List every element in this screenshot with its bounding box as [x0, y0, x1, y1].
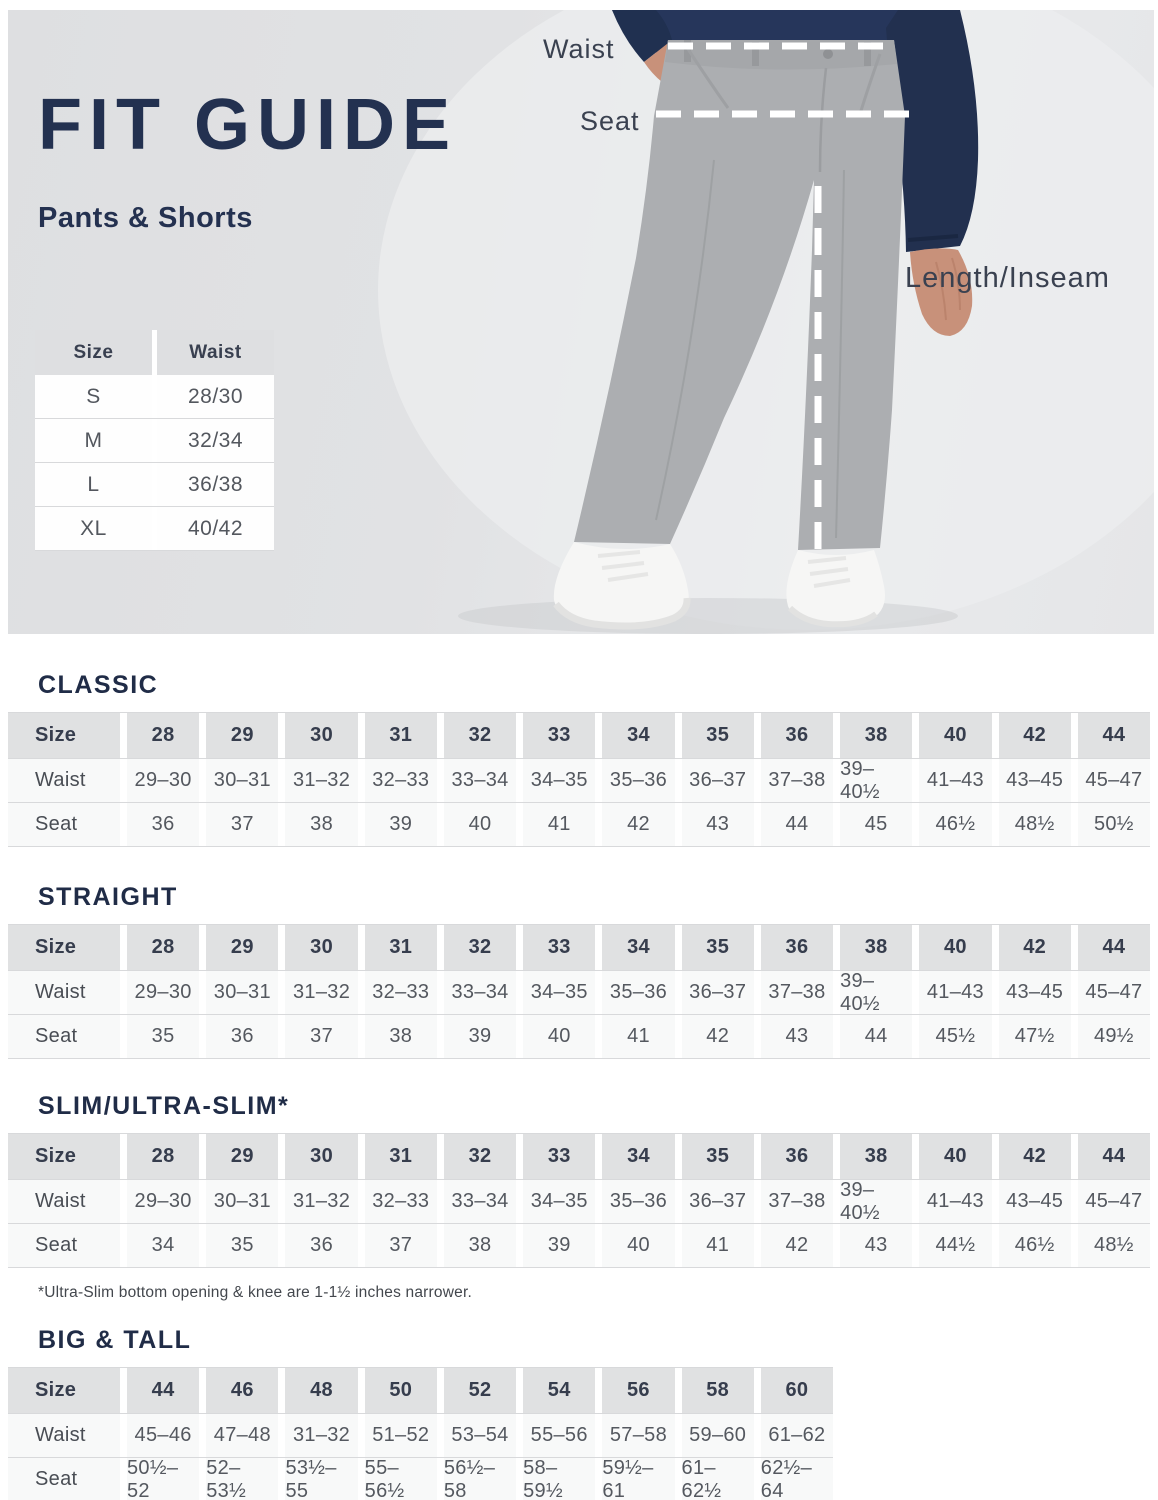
waist-value-cell: 36–37 — [682, 759, 754, 802]
size-header-cell: 36 — [761, 713, 833, 758]
waist-value-cell: 45–47 — [1078, 759, 1150, 802]
size-header-cell: 33 — [523, 1134, 595, 1179]
size-header-cell: 44 — [1078, 925, 1150, 970]
table-row — [35, 462, 274, 506]
seat-value-cell: 48½ — [999, 803, 1071, 846]
size-header-cell: 34 — [602, 713, 674, 758]
mini-waist-cell: 28/30 — [157, 375, 274, 418]
waist-value-cell: 43–45 — [999, 759, 1071, 802]
size-header-cell: 30 — [285, 925, 357, 970]
table-row — [8, 970, 1150, 1014]
mini-size-cell: S — [35, 375, 152, 418]
fit-section-slim — [8, 1092, 1150, 1302]
seat-value-cell: 43 — [761, 1015, 833, 1058]
seat-value-cell: 37 — [365, 1224, 437, 1267]
seat-value-cell: 36 — [206, 1015, 278, 1058]
mini-size-cell: XL — [35, 507, 152, 550]
seat-value-cell: 40 — [444, 803, 516, 846]
size-header-cell: 30 — [285, 713, 357, 758]
waist-value-cell: 30–31 — [206, 971, 278, 1014]
size-header-cell: 40 — [919, 1134, 991, 1179]
size-header-cell: 38 — [840, 1134, 912, 1179]
size-header-cell: 50 — [365, 1368, 437, 1413]
row-label-seat: Seat — [8, 1015, 120, 1058]
table-row — [8, 1223, 1150, 1267]
seat-value-cell: 37 — [285, 1015, 357, 1058]
table-row — [35, 506, 274, 550]
size-tables — [0, 671, 1158, 1500]
waist-value-cell: 45–47 — [1078, 971, 1150, 1014]
size-header-cell: 60 — [761, 1368, 833, 1413]
seat-value-cell: 58–59½ — [523, 1458, 595, 1500]
seat-value-cell: 44 — [840, 1015, 912, 1058]
waist-value-cell: 31–32 — [285, 1180, 357, 1223]
row-label-seat: Seat — [8, 803, 120, 846]
row-label-waist: Waist — [8, 971, 120, 1014]
size-header-cell: 28 — [127, 713, 199, 758]
row-label-seat: Seat — [8, 1458, 120, 1500]
seat-value-cell: 37 — [206, 803, 278, 846]
size-header-cell: 58 — [682, 1368, 754, 1413]
seat-value-cell: 55–56½ — [365, 1458, 437, 1500]
table-row — [8, 1367, 833, 1413]
fit-guide-title: FIT GUIDE — [38, 85, 457, 165]
seat-value-cell: 36 — [285, 1224, 357, 1267]
seat-value-cell: 52–53½ — [206, 1458, 278, 1500]
size-header-cell: 28 — [127, 925, 199, 970]
waist-value-cell: 29–30 — [127, 759, 199, 802]
waist-value-cell: 34–35 — [523, 1180, 595, 1223]
size-header-cell: 35 — [682, 1134, 754, 1179]
waist-value-cell: 53–54 — [444, 1414, 516, 1457]
waist-value-cell: 35–36 — [602, 759, 674, 802]
size-header-cell: 35 — [682, 925, 754, 970]
seat-value-cell: 41 — [523, 803, 595, 846]
seat-value-cell: 35 — [206, 1224, 278, 1267]
waist-value-cell: 29–30 — [127, 1180, 199, 1223]
size-header-cell: Size — [8, 1368, 120, 1413]
waist-value-cell: 32–33 — [365, 759, 437, 802]
waist-value-cell: 57–58 — [602, 1414, 674, 1457]
seat-value-cell: 38 — [365, 1015, 437, 1058]
size-header-cell: 34 — [602, 925, 674, 970]
waist-value-cell: 33–34 — [444, 759, 516, 802]
size-header-cell: Size — [8, 925, 120, 970]
table-row — [8, 1014, 1150, 1058]
waist-value-cell: 36–37 — [682, 1180, 754, 1223]
size-header-cell: 33 — [523, 925, 595, 970]
fit-section-big-tall — [8, 1326, 1150, 1500]
table-row — [35, 418, 274, 462]
length-inseam-annotation-label: Length/Inseam — [905, 262, 1110, 294]
mini-waist-cell: 32/34 — [157, 419, 274, 462]
table-row — [8, 758, 1150, 802]
section-title-classic: CLASSIC — [38, 671, 159, 699]
waist-value-cell: 29–30 — [127, 971, 199, 1014]
seat-value-cell: 47½ — [999, 1015, 1071, 1058]
waist-value-cell: 43–45 — [999, 1180, 1071, 1223]
table-row — [35, 330, 274, 375]
size-header-cell: 42 — [999, 925, 1071, 970]
mini-size-cell: L — [35, 463, 152, 506]
size-header-cell: 36 — [761, 925, 833, 970]
size-header-cell: 42 — [999, 1134, 1071, 1179]
section-title-straight: STRAIGHT — [38, 883, 178, 911]
waist-value-cell: 41–43 — [919, 759, 991, 802]
seat-value-cell: 41 — [682, 1224, 754, 1267]
seat-value-cell: 36 — [127, 803, 199, 846]
waist-value-cell: 31–32 — [285, 971, 357, 1014]
waist-value-cell: 31–32 — [285, 759, 357, 802]
waist-value-cell: 35–36 — [602, 971, 674, 1014]
mini-waist-cell: 36/38 — [157, 463, 274, 506]
waist-value-cell: 59–60 — [682, 1414, 754, 1457]
seat-value-cell: 43 — [840, 1224, 912, 1267]
row-label-seat: Seat — [8, 1224, 120, 1267]
slim-table — [8, 1133, 1150, 1268]
seat-value-cell: 39 — [444, 1015, 516, 1058]
row-label-waist: Waist — [8, 1414, 120, 1457]
waist-value-cell: 32–33 — [365, 1180, 437, 1223]
seat-value-cell: 59½–61 — [602, 1458, 674, 1500]
table-row — [8, 1179, 1150, 1223]
size-header-cell: 30 — [285, 1134, 357, 1179]
seat-value-cell: 53½–55 — [285, 1458, 357, 1500]
mini-size-table — [35, 330, 274, 551]
table-row — [8, 1457, 833, 1500]
straight-table — [8, 924, 1150, 1059]
seat-value-cell: 46½ — [999, 1224, 1071, 1267]
mini-waist-cell: 40/42 — [157, 507, 274, 550]
big-tall-table — [8, 1367, 1150, 1500]
size-header-cell: 35 — [682, 713, 754, 758]
waist-value-cell: 34–35 — [523, 759, 595, 802]
seat-value-cell: 46½ — [919, 803, 991, 846]
waist-annotation-label: Waist — [543, 34, 615, 64]
seat-value-cell: 44½ — [919, 1224, 991, 1267]
seat-value-cell: 49½ — [1078, 1015, 1150, 1058]
size-header-cell: 44 — [1078, 713, 1150, 758]
size-header-cell: Size — [8, 713, 120, 758]
size-header-cell: 44 — [1078, 1134, 1150, 1179]
row-label-waist: Waist — [8, 759, 120, 802]
size-header-cell: 38 — [840, 925, 912, 970]
section-title-slim: SLIM/ULTRA-SLIM* — [38, 1092, 290, 1120]
size-header-cell: 38 — [840, 713, 912, 758]
seat-value-cell: 35 — [127, 1015, 199, 1058]
fit-guide-subtitle: Pants & Shorts — [38, 202, 253, 234]
size-header-cell: 44 — [127, 1368, 199, 1413]
size-header-cell: 40 — [919, 925, 991, 970]
row-label-waist: Waist — [8, 1180, 120, 1223]
size-header-cell: 42 — [999, 713, 1071, 758]
ultra-slim-footnote: *Ultra-Slim bottom opening & knee are 1-1½ inches narrower. — [38, 1284, 472, 1301]
mini-header-cell: Waist — [157, 330, 274, 375]
seat-value-cell: 62½–64 — [761, 1458, 833, 1500]
seat-value-cell: 43 — [682, 803, 754, 846]
size-header-cell: 31 — [365, 713, 437, 758]
classic-table — [8, 712, 1150, 847]
waist-value-cell: 31–32 — [285, 1414, 357, 1457]
waist-value-cell: 36–37 — [682, 971, 754, 1014]
seat-value-cell: 45½ — [919, 1015, 991, 1058]
size-header-cell: 54 — [523, 1368, 595, 1413]
waist-value-cell: 39–40½ — [840, 1180, 912, 1223]
table-row — [8, 1413, 833, 1457]
seat-value-cell: 42 — [602, 803, 674, 846]
waist-value-cell: 35–36 — [602, 1180, 674, 1223]
size-header-cell: Size — [8, 1134, 120, 1179]
seat-value-cell: 42 — [682, 1015, 754, 1058]
waist-value-cell: 39–40½ — [840, 971, 912, 1014]
size-header-cell: 40 — [919, 713, 991, 758]
seat-value-cell: 45 — [840, 803, 912, 846]
waist-value-cell: 41–43 — [919, 971, 991, 1014]
seat-value-cell: 41 — [602, 1015, 674, 1058]
seat-value-cell: 50½–52 — [127, 1458, 199, 1500]
table-row — [8, 802, 1150, 846]
waist-value-cell: 32–33 — [365, 971, 437, 1014]
size-header-cell: 34 — [602, 1134, 674, 1179]
table-row — [35, 375, 274, 418]
size-header-cell: 33 — [523, 713, 595, 758]
fit-section-straight — [8, 883, 1150, 1059]
waist-value-cell: 43–45 — [999, 971, 1071, 1014]
waist-value-cell: 30–31 — [206, 1180, 278, 1223]
table-row — [8, 712, 1150, 758]
seat-value-cell: 56½–58 — [444, 1458, 516, 1500]
waist-value-cell: 33–34 — [444, 1180, 516, 1223]
mini-size-cell: M — [35, 419, 152, 462]
seat-value-cell: 40 — [523, 1015, 595, 1058]
seat-value-cell: 40 — [602, 1224, 674, 1267]
size-header-cell: 32 — [444, 1134, 516, 1179]
size-header-cell: 29 — [206, 713, 278, 758]
waist-value-cell: 61–62 — [761, 1414, 833, 1457]
waist-value-cell: 41–43 — [919, 1180, 991, 1223]
fit-section-classic — [8, 671, 1150, 847]
size-header-cell: 52 — [444, 1368, 516, 1413]
table-row — [8, 924, 1150, 970]
seat-value-cell: 34 — [127, 1224, 199, 1267]
waist-value-cell: 39–40½ — [840, 759, 912, 802]
waist-value-cell: 37–38 — [761, 1180, 833, 1223]
waist-value-cell: 55–56 — [523, 1414, 595, 1457]
seat-value-cell: 42 — [761, 1224, 833, 1267]
waist-value-cell: 34–35 — [523, 971, 595, 1014]
seat-value-cell: 50½ — [1078, 803, 1150, 846]
section-title-big-tall: BIG & TALL — [38, 1326, 192, 1354]
size-header-cell: 31 — [365, 1134, 437, 1179]
size-header-cell: 32 — [444, 925, 516, 970]
size-header-cell: 29 — [206, 925, 278, 970]
seat-value-cell: 38 — [285, 803, 357, 846]
size-header-cell: 56 — [602, 1368, 674, 1413]
mini-header-cell: Size — [35, 330, 152, 375]
size-header-cell: 29 — [206, 1134, 278, 1179]
seat-value-cell: 39 — [523, 1224, 595, 1267]
seat-value-cell: 61–62½ — [682, 1458, 754, 1500]
seat-value-cell: 44 — [761, 803, 833, 846]
size-header-cell: 48 — [285, 1368, 357, 1413]
size-header-cell: 36 — [761, 1134, 833, 1179]
waist-value-cell: 37–38 — [761, 759, 833, 802]
seat-value-cell: 39 — [365, 803, 437, 846]
size-header-cell: 46 — [206, 1368, 278, 1413]
size-header-cell: 32 — [444, 713, 516, 758]
size-header-cell: 28 — [127, 1134, 199, 1179]
waist-value-cell: 37–38 — [761, 971, 833, 1014]
size-header-cell: 31 — [365, 925, 437, 970]
table-row — [8, 1133, 1150, 1179]
waist-value-cell: 30–31 — [206, 759, 278, 802]
waist-value-cell: 33–34 — [444, 971, 516, 1014]
seat-value-cell: 38 — [444, 1224, 516, 1267]
waist-value-cell: 51–52 — [365, 1414, 437, 1457]
waist-value-cell: 45–47 — [1078, 1180, 1150, 1223]
seat-value-cell: 48½ — [1078, 1224, 1150, 1267]
hero-panel — [8, 10, 1154, 634]
seat-annotation-label: Seat — [580, 106, 640, 136]
waist-value-cell: 47–48 — [206, 1414, 278, 1457]
waist-value-cell: 45–46 — [127, 1414, 199, 1457]
